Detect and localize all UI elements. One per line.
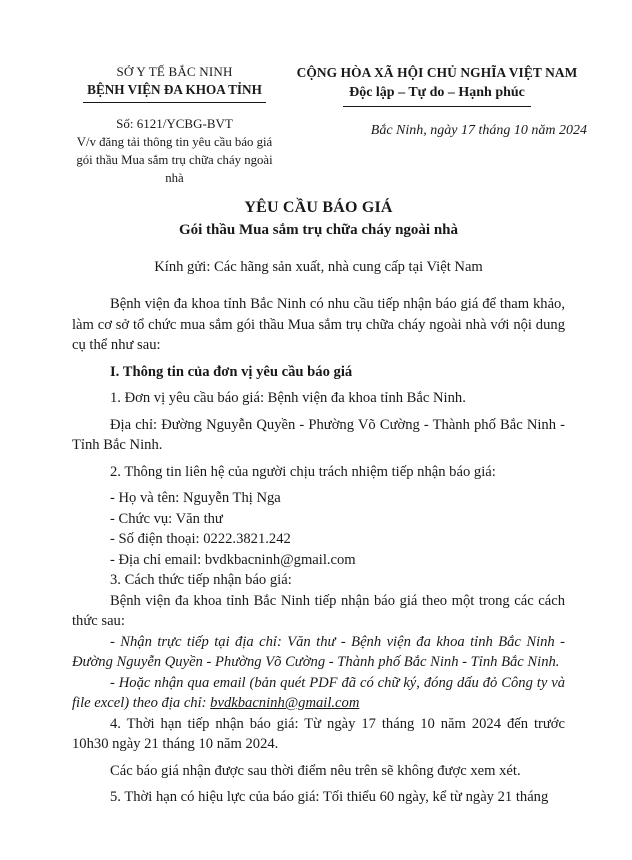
document-body	[72, 197, 565, 808]
email-link[interactable]: bvdkbacninh@gmail.com	[210, 695, 360, 711]
item-1-requesting-unit: 1. Đơn vị yêu cầu báo giá: Bệnh viện đa khoa tỉnh Bắc Ninh.	[110, 390, 466, 406]
contact-phone-line: - Số điện thoại: 0222.3821.242	[110, 531, 291, 547]
national-motto: Độc lập – Tự do – Hạnh phúc	[343, 84, 531, 107]
document-number: Số: 6121/YCBG-BVT	[116, 116, 233, 131]
org-name-wrap	[72, 81, 277, 103]
title-block	[72, 197, 565, 241]
contact-name-line: - Họ và tên: Nguyễn Thị Nga	[110, 490, 281, 506]
document-subtitle: Gói thầu Mua sắm trụ chữa cháy ngoài nhà	[178, 222, 459, 238]
item-5-validity: 5. Thời hạn có hiệu lực của báo giá: Tối thiểu 60 ngày, kể từ ngày 21 tháng	[110, 789, 549, 805]
national-header-block	[287, 64, 587, 140]
section-1-heading: I. Thông tin của đơn vị yêu cầu báo giá	[110, 363, 353, 380]
item-2-contact-info: 2. Thông tin liên hệ của người chịu trách nhiệm tiếp nhận báo giá:	[110, 463, 496, 480]
document-header	[72, 64, 587, 187]
method-email-paragraph	[72, 673, 565, 714]
item-4-deadline: 4. Thời hạn tiếp nhận báo giá: Từ ngày 17 tháng 10 năm 2024 đến trước 10h30 ngày 21 tháng 10 năm 2024.	[72, 715, 565, 752]
org-name: BỆNH VIỆN ĐA KHOA TỈNH	[83, 82, 266, 103]
item-3-receiving-method: 3. Cách thức tiếp nhận báo giá:	[110, 572, 292, 588]
contact-email-line: - Địa chỉ email: bvdkbacninh@gmail.com	[110, 551, 356, 568]
intro-paragraph: Bệnh viện đa khoa tỉnh Bắc Ninh có nhu cầu tiếp nhận báo giá để tham khảo, làm cơ sở tổ chức mua sắm gói thầu Mua sắm trụ chữa cháy ngoài nhà với nội dung cụ thể như sau:	[72, 296, 565, 353]
document-subject: V/v đăng tải thông tin yêu cầu báo giá gói thầu Mua sắm trụ chữa cháy ngoài nhà	[76, 135, 273, 185]
place-date-line: Bắc Ninh, ngày 17 tháng 10 năm 2024	[370, 123, 587, 138]
method-intro-paragraph: Bệnh viện đa khoa tỉnh Bắc Ninh tiếp nhận báo giá theo một trong các cách thức sau:	[72, 592, 565, 629]
method-direct-paragraph: - Nhận trực tiếp tại địa chỉ: Văn thư - Bệnh viện đa khoa tỉnh Bắc Ninh - Đường Nguyễn Quyền - Phường Võ Cường - Thành phố Bắc Ninh - Tỉnh Bắc Ninh.	[72, 633, 565, 670]
national-title: CỘNG HÒA XÃ HỘI CHỦ NGHĨA VIỆT NAM	[296, 65, 578, 80]
late-quotes-note: Các báo giá nhận được sau thời điểm nêu trên sẽ không được xem xét.	[110, 762, 521, 779]
salutation-line: Kính gửi: Các hãng sản xuất, nhà cung cấp tại Việt Nam	[154, 259, 483, 275]
method-email-text: - Hoặc nhận qua email (bản quét PDF đã có chữ ký, đóng dấu đỏ Công ty và file excel) theo địa chỉ:	[72, 674, 565, 711]
issuing-org-block	[72, 64, 277, 187]
address-line: Địa chỉ: Đường Nguyễn Quyền - Phường Võ Cường - Thành phố Bắc Ninh - Tỉnh Bắc Ninh.	[72, 416, 565, 453]
motto-wrap	[287, 83, 587, 107]
parent-org-name: SỞ Y TẾ BẮC NINH	[116, 64, 233, 79]
contact-title-line: - Chức vụ: Văn thư	[110, 510, 223, 527]
document-title: YÊU CẦU BÁO GIÁ	[244, 199, 393, 216]
